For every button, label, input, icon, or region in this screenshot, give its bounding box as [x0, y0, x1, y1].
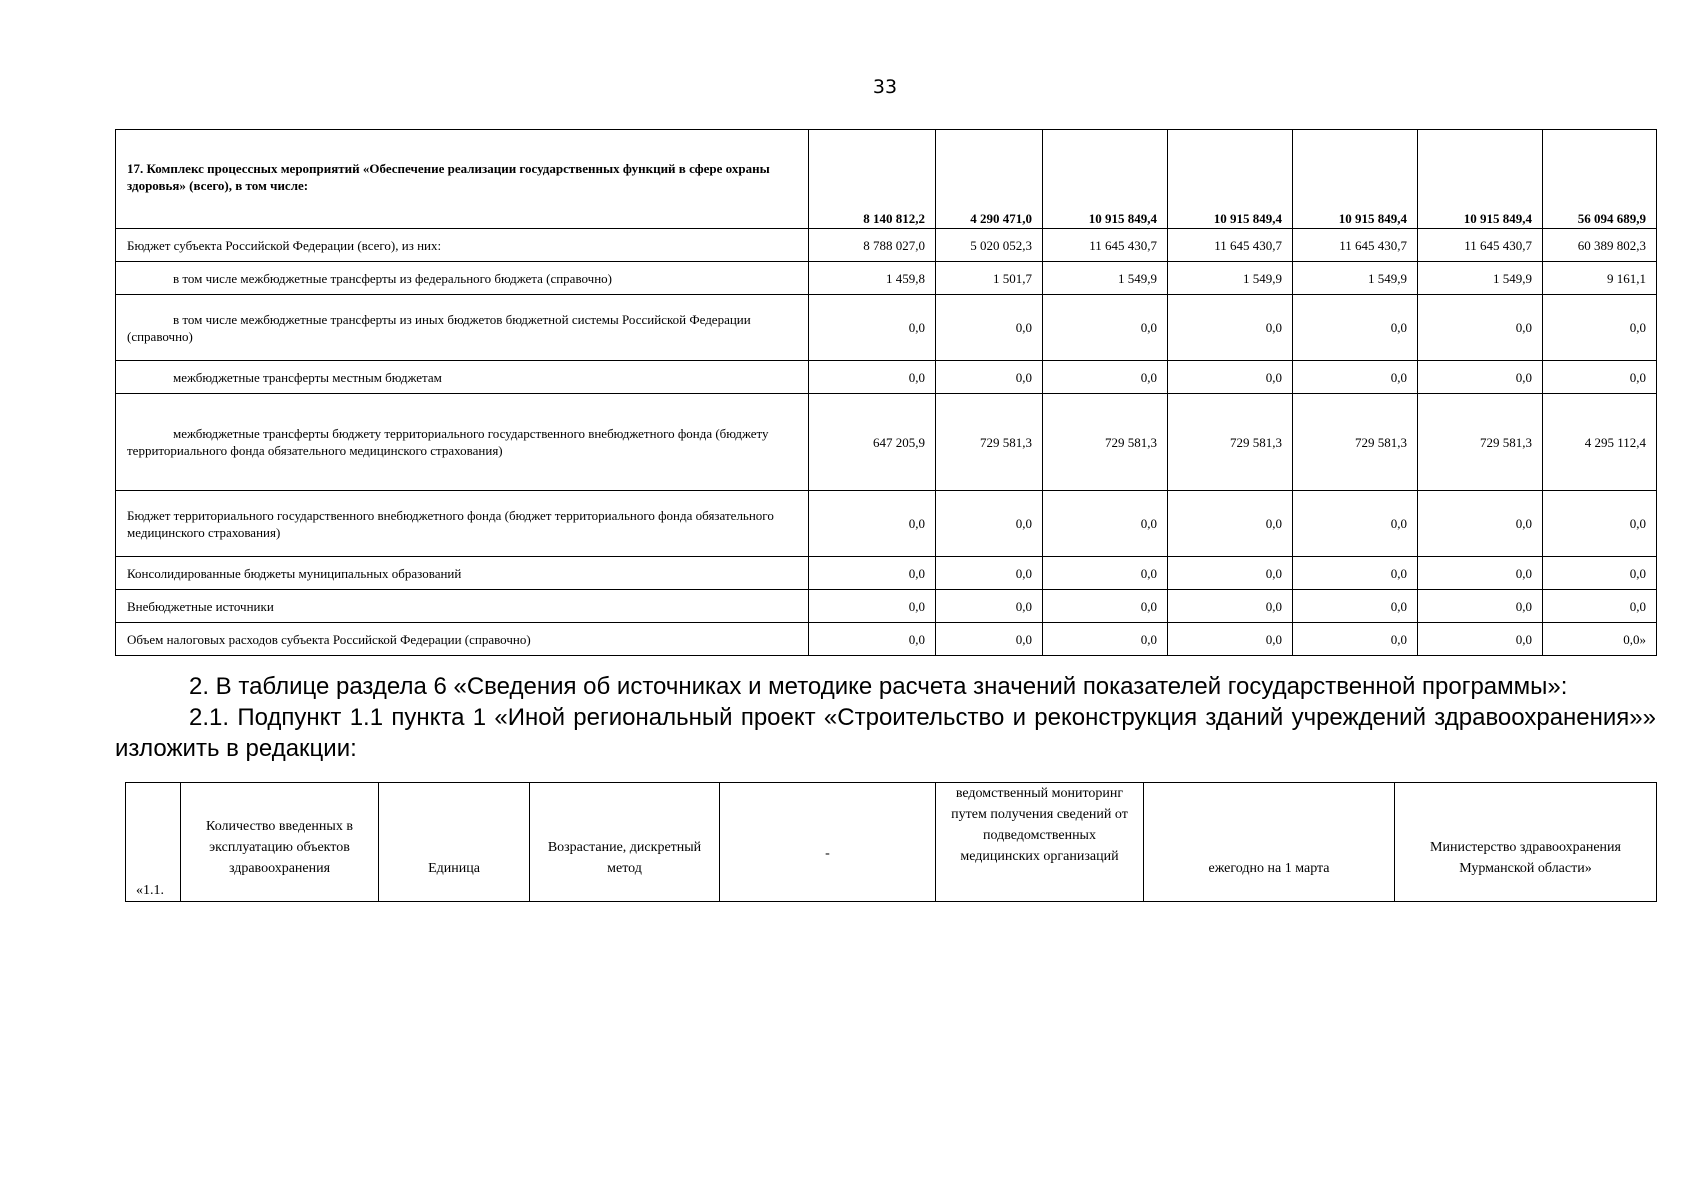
- table-row: [116, 229, 1657, 262]
- row-label: в том числе межбюджетные трансферты из федерального бюджета (справочно): [116, 262, 809, 295]
- cell-value: 729 581,3: [1043, 394, 1168, 491]
- cell-value: 0,0: [1168, 491, 1293, 557]
- calculation-type: Возрастание, дискретный метод: [530, 783, 720, 902]
- cell-value: 0,0: [1168, 361, 1293, 394]
- cell-value: 0,0: [1043, 590, 1168, 623]
- cell-value: 10 915 849,4: [1418, 130, 1543, 229]
- row-label: Объем налоговых расходов субъекта Российской Федерации (справочно): [116, 623, 809, 656]
- cell-value: 1 549,9: [1418, 262, 1543, 295]
- cell-value: 60 389 802,3: [1543, 229, 1657, 262]
- row-label: межбюджетные трансферты местным бюджетам: [116, 361, 809, 394]
- table-row: [116, 361, 1657, 394]
- cell-value: 10 915 849,4: [1168, 130, 1293, 229]
- formula: -: [720, 783, 936, 902]
- cell-value: 0,0: [936, 590, 1043, 623]
- cell-value: 5 020 052,3: [936, 229, 1043, 262]
- cell-value: 0,0: [1418, 590, 1543, 623]
- cell-value: 0,0: [1293, 491, 1418, 557]
- row-label: Внебюджетные источники: [116, 590, 809, 623]
- cell-value: 0,0: [1168, 623, 1293, 656]
- cell-value: 1 459,8: [809, 262, 936, 295]
- cell-value: 0,0: [809, 295, 936, 361]
- table-row: [126, 783, 1657, 902]
- cell-value: 11 645 430,7: [1293, 229, 1418, 262]
- cell-value: 11 645 430,7: [1418, 229, 1543, 262]
- cell-value: 729 581,3: [1418, 394, 1543, 491]
- cell-value: 0,0: [1293, 557, 1418, 590]
- data-collection-method: ведомственный мониторинг путем получения сведений от подведомственных медицинских организаций: [936, 783, 1144, 902]
- cell-value: 729 581,3: [936, 394, 1043, 491]
- table-row: [116, 262, 1657, 295]
- row-label: Бюджет территориального государственного внебюджетного фонда (бюджет территориального фонда обязательного медицинского страхования): [116, 491, 809, 557]
- cell-value: 0,0: [1543, 491, 1657, 557]
- cell-value: 647 205,9: [809, 394, 936, 491]
- cell-value: 0,0: [809, 557, 936, 590]
- cell-value: 0,0: [936, 361, 1043, 394]
- cell-value: 0,0: [809, 623, 936, 656]
- financing-table: [115, 129, 1657, 656]
- cell-value: 0,0: [1543, 361, 1657, 394]
- cell-value: 0,0: [1168, 295, 1293, 361]
- cell-value: 1 549,9: [1293, 262, 1418, 295]
- cell-value: 0,0: [1043, 557, 1168, 590]
- cell-value: 0,0: [809, 361, 936, 394]
- cell-value: 0,0: [1043, 491, 1168, 557]
- cell-value: 0,0: [1418, 491, 1543, 557]
- table-row: [116, 557, 1657, 590]
- cell-value: 0,0: [1293, 623, 1418, 656]
- page-number: 33: [872, 76, 898, 98]
- paragraph-section-6: 2. В таблице раздела 6 «Сведения об источниках и методике расчета значений показателей государственной программы»:: [189, 673, 1568, 700]
- cell-value: 8 788 027,0: [809, 229, 936, 262]
- table-row: [116, 590, 1657, 623]
- cell-value: 0,0: [936, 623, 1043, 656]
- cell-value: 729 581,3: [1168, 394, 1293, 491]
- cell-value: 10 915 849,4: [1293, 130, 1418, 229]
- cell-value: 0,0: [1043, 361, 1168, 394]
- row-label: Консолидированные бюджеты муниципальных образований: [116, 557, 809, 590]
- cell-value: 0,0: [1168, 590, 1293, 623]
- indicator-name: Количество введенных в эксплуатацию объектов здравоохранения: [181, 783, 379, 902]
- cell-value: 0,0: [1418, 557, 1543, 590]
- row-label: 17. Комплекс процессных мероприятий «Обеспечение реализации государственных функций в сфере охраны здоровья» (всего), в том числе:: [116, 130, 809, 229]
- cell-value: 0,0: [1418, 623, 1543, 656]
- table-row: [116, 623, 1657, 656]
- cell-value: 0,0: [1043, 623, 1168, 656]
- cell-value: 1 501,7: [936, 262, 1043, 295]
- row-label: в том числе межбюджетные трансферты из иных бюджетов бюджетной системы Российской Федерации (справочно): [116, 295, 809, 361]
- unit-of-measure: Единица: [379, 783, 530, 902]
- cell-value: 0,0: [1543, 557, 1657, 590]
- cell-value: 10 915 849,4: [1043, 130, 1168, 229]
- cell-value: 0,0: [1293, 295, 1418, 361]
- cell-value: 0,0: [1293, 361, 1418, 394]
- cell-value: 11 645 430,7: [1043, 229, 1168, 262]
- reporting-period: ежегодно на 1 марта: [1144, 783, 1395, 902]
- cell-value: 8 140 812,2: [809, 130, 936, 229]
- cell-value: 9 161,1: [1543, 262, 1657, 295]
- cell-value: 0,0: [1418, 295, 1543, 361]
- cell-value: 0,0: [936, 295, 1043, 361]
- cell-value: 0,0: [1543, 590, 1657, 623]
- cell-value: 1 549,9: [1168, 262, 1293, 295]
- cell-value: 0,0: [1418, 361, 1543, 394]
- cell-value: 0,0: [809, 590, 936, 623]
- cell-value: 0,0: [1293, 590, 1418, 623]
- table-row: [116, 491, 1657, 557]
- indicator-table: [125, 782, 1657, 902]
- row-label: межбюджетные трансферты бюджету территориального государственного внебюджетного фонда (бюджету территориального фонда обязательного медицинского страхования): [116, 394, 809, 491]
- table-row: [116, 295, 1657, 361]
- cell-value: 0,0: [1043, 295, 1168, 361]
- cell-value: 0,0»: [1543, 623, 1657, 656]
- row-index: «1.1.: [126, 783, 181, 902]
- cell-value: 729 581,3: [1293, 394, 1418, 491]
- cell-value: 11 645 430,7: [1168, 229, 1293, 262]
- paragraph-subitem-1-1: 2.1. Подпункт 1.1 пункта 1 «Иной региональный проект «Строительство и реконструкция зданий учреждений здравоохранения»» изложить в редакции:: [115, 704, 1656, 762]
- cell-value: 56 094 689,9: [1543, 130, 1657, 229]
- row-label: Бюджет субъекта Российской Федерации (всего), из них:: [116, 229, 809, 262]
- table-row: [116, 394, 1657, 491]
- cell-value: 0,0: [1168, 557, 1293, 590]
- cell-value: 0,0: [809, 491, 936, 557]
- cell-value: 0,0: [1543, 295, 1657, 361]
- cell-value: 4 290 471,0: [936, 130, 1043, 229]
- responsible-body: Министерство здравоохранения Мурманской области»: [1395, 783, 1657, 902]
- cell-value: 0,0: [936, 557, 1043, 590]
- cell-value: 4 295 112,4: [1543, 394, 1657, 491]
- table-row: [116, 130, 1657, 229]
- cell-value: 0,0: [936, 491, 1043, 557]
- cell-value: 1 549,9: [1043, 262, 1168, 295]
